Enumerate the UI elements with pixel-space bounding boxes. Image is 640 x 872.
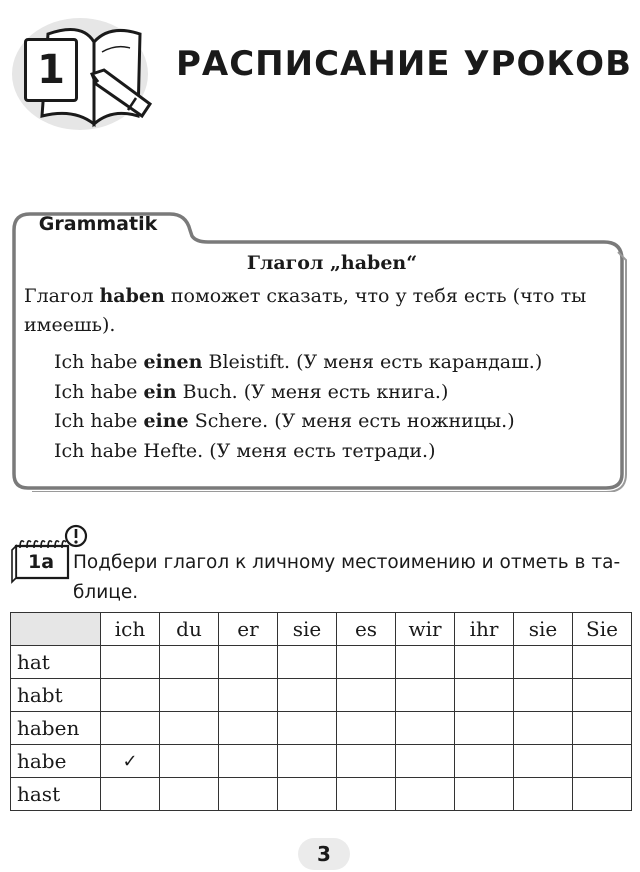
table-row: [11, 778, 632, 811]
answer-cell[interactable]: [514, 778, 573, 811]
example-list: [54, 348, 624, 466]
verb-cell: haben: [11, 712, 101, 745]
answer-cell[interactable]: [455, 712, 514, 745]
answer-cell[interactable]: [278, 745, 337, 778]
answer-cell[interactable]: [278, 712, 337, 745]
exercise-number: 1a: [27, 551, 55, 573]
table-header-row: [11, 613, 632, 646]
instruction-line: Подбери глагол к личному местоимению и отметь в та-: [73, 552, 621, 573]
answer-cell[interactable]: [219, 712, 278, 745]
answer-cell[interactable]: [278, 646, 337, 679]
grammar-content: [24, 252, 624, 466]
answer-cell[interactable]: [455, 646, 514, 679]
answer-cell[interactable]: [514, 745, 573, 778]
instruction-line: блице.: [73, 582, 139, 603]
answer-cell[interactable]: [455, 778, 514, 811]
answer-cell[interactable]: [573, 679, 632, 712]
grammar-tab: Grammatik: [38, 213, 158, 235]
column-header: ich: [101, 613, 160, 646]
answer-cell[interactable]: [278, 778, 337, 811]
table-row: [11, 679, 632, 712]
answer-cell[interactable]: [396, 778, 455, 811]
column-header: es: [337, 613, 396, 646]
answer-cell[interactable]: [573, 778, 632, 811]
example-sentence: Ich habe eine Schere. (У меня есть ножницы.): [54, 410, 515, 432]
column-header: sie: [514, 613, 573, 646]
verb-pronoun-table: [10, 612, 632, 811]
verb-cell: hast: [11, 778, 101, 811]
column-header: wir: [396, 613, 455, 646]
verb-cell: habt: [11, 679, 101, 712]
column-header: Sie: [573, 613, 632, 646]
chapter-number: 1: [24, 38, 78, 102]
answer-cell[interactable]: [101, 679, 160, 712]
answer-cell[interactable]: [337, 646, 396, 679]
answer-cell[interactable]: [514, 646, 573, 679]
answer-cell[interactable]: [455, 745, 514, 778]
answer-cell[interactable]: [160, 646, 219, 679]
example-sentence: Ich habe einen Bleistift. (У меня есть карандаш.): [54, 351, 543, 373]
grammar-heading: Глагол „haben“: [246, 252, 418, 274]
column-header: ihr: [455, 613, 514, 646]
answer-cell[interactable]: [160, 778, 219, 811]
example-sentence: Ich habe Hefte. (У меня есть тетради.): [54, 439, 436, 462]
verb-cell: hat: [11, 646, 101, 679]
answer-cell[interactable]: [337, 778, 396, 811]
answer-cell[interactable]: [219, 646, 278, 679]
page-number: 3: [298, 838, 350, 870]
example-sentence: Ich habe ein Buch. (У меня есть книга.): [54, 380, 449, 403]
verb-cell: habe: [11, 745, 101, 778]
answer-cell[interactable]: [219, 778, 278, 811]
column-header: sie: [278, 613, 337, 646]
answer-cell[interactable]: [455, 679, 514, 712]
answer-cell[interactable]: [396, 712, 455, 745]
answer-cell[interactable]: [101, 778, 160, 811]
answer-cell[interactable]: [160, 712, 219, 745]
answer-cell[interactable]: [573, 712, 632, 745]
answer-cell[interactable]: [101, 712, 160, 745]
intro-text: Глагол: [24, 285, 100, 307]
answer-cell[interactable]: [101, 646, 160, 679]
answer-cell[interactable]: [396, 646, 455, 679]
table-row: [11, 646, 632, 679]
answer-cell[interactable]: [219, 745, 278, 778]
answer-cell-checkmark[interactable]: ✓: [101, 745, 160, 778]
answer-cell[interactable]: [219, 679, 278, 712]
answer-cell[interactable]: [337, 712, 396, 745]
answer-cell[interactable]: [573, 745, 632, 778]
answer-cell[interactable]: [337, 679, 396, 712]
answer-cell[interactable]: [396, 679, 455, 712]
table-corner-cell: [11, 613, 101, 646]
grammar-intro: [24, 282, 624, 340]
answer-cell[interactable]: [160, 745, 219, 778]
answer-cell[interactable]: [514, 679, 573, 712]
table-row: [11, 712, 632, 745]
intro-text-rest: поможет сказать, что у тебя есть (что ты имеешь).: [24, 285, 587, 336]
exclamation-icon: [66, 526, 86, 546]
intro-bold-verb: haben: [99, 285, 165, 307]
answer-cell[interactable]: [396, 745, 455, 778]
answer-cell[interactable]: [514, 712, 573, 745]
exercise-instruction: [73, 548, 633, 608]
column-header: du: [160, 613, 219, 646]
answer-cell[interactable]: [573, 646, 632, 679]
answer-cell[interactable]: [337, 745, 396, 778]
answer-cell[interactable]: [160, 679, 219, 712]
page-title: РАСПИСАНИЕ УРОКОВ: [176, 44, 632, 84]
answer-cell[interactable]: [278, 679, 337, 712]
column-header: er: [219, 613, 278, 646]
table-row: [11, 745, 632, 778]
